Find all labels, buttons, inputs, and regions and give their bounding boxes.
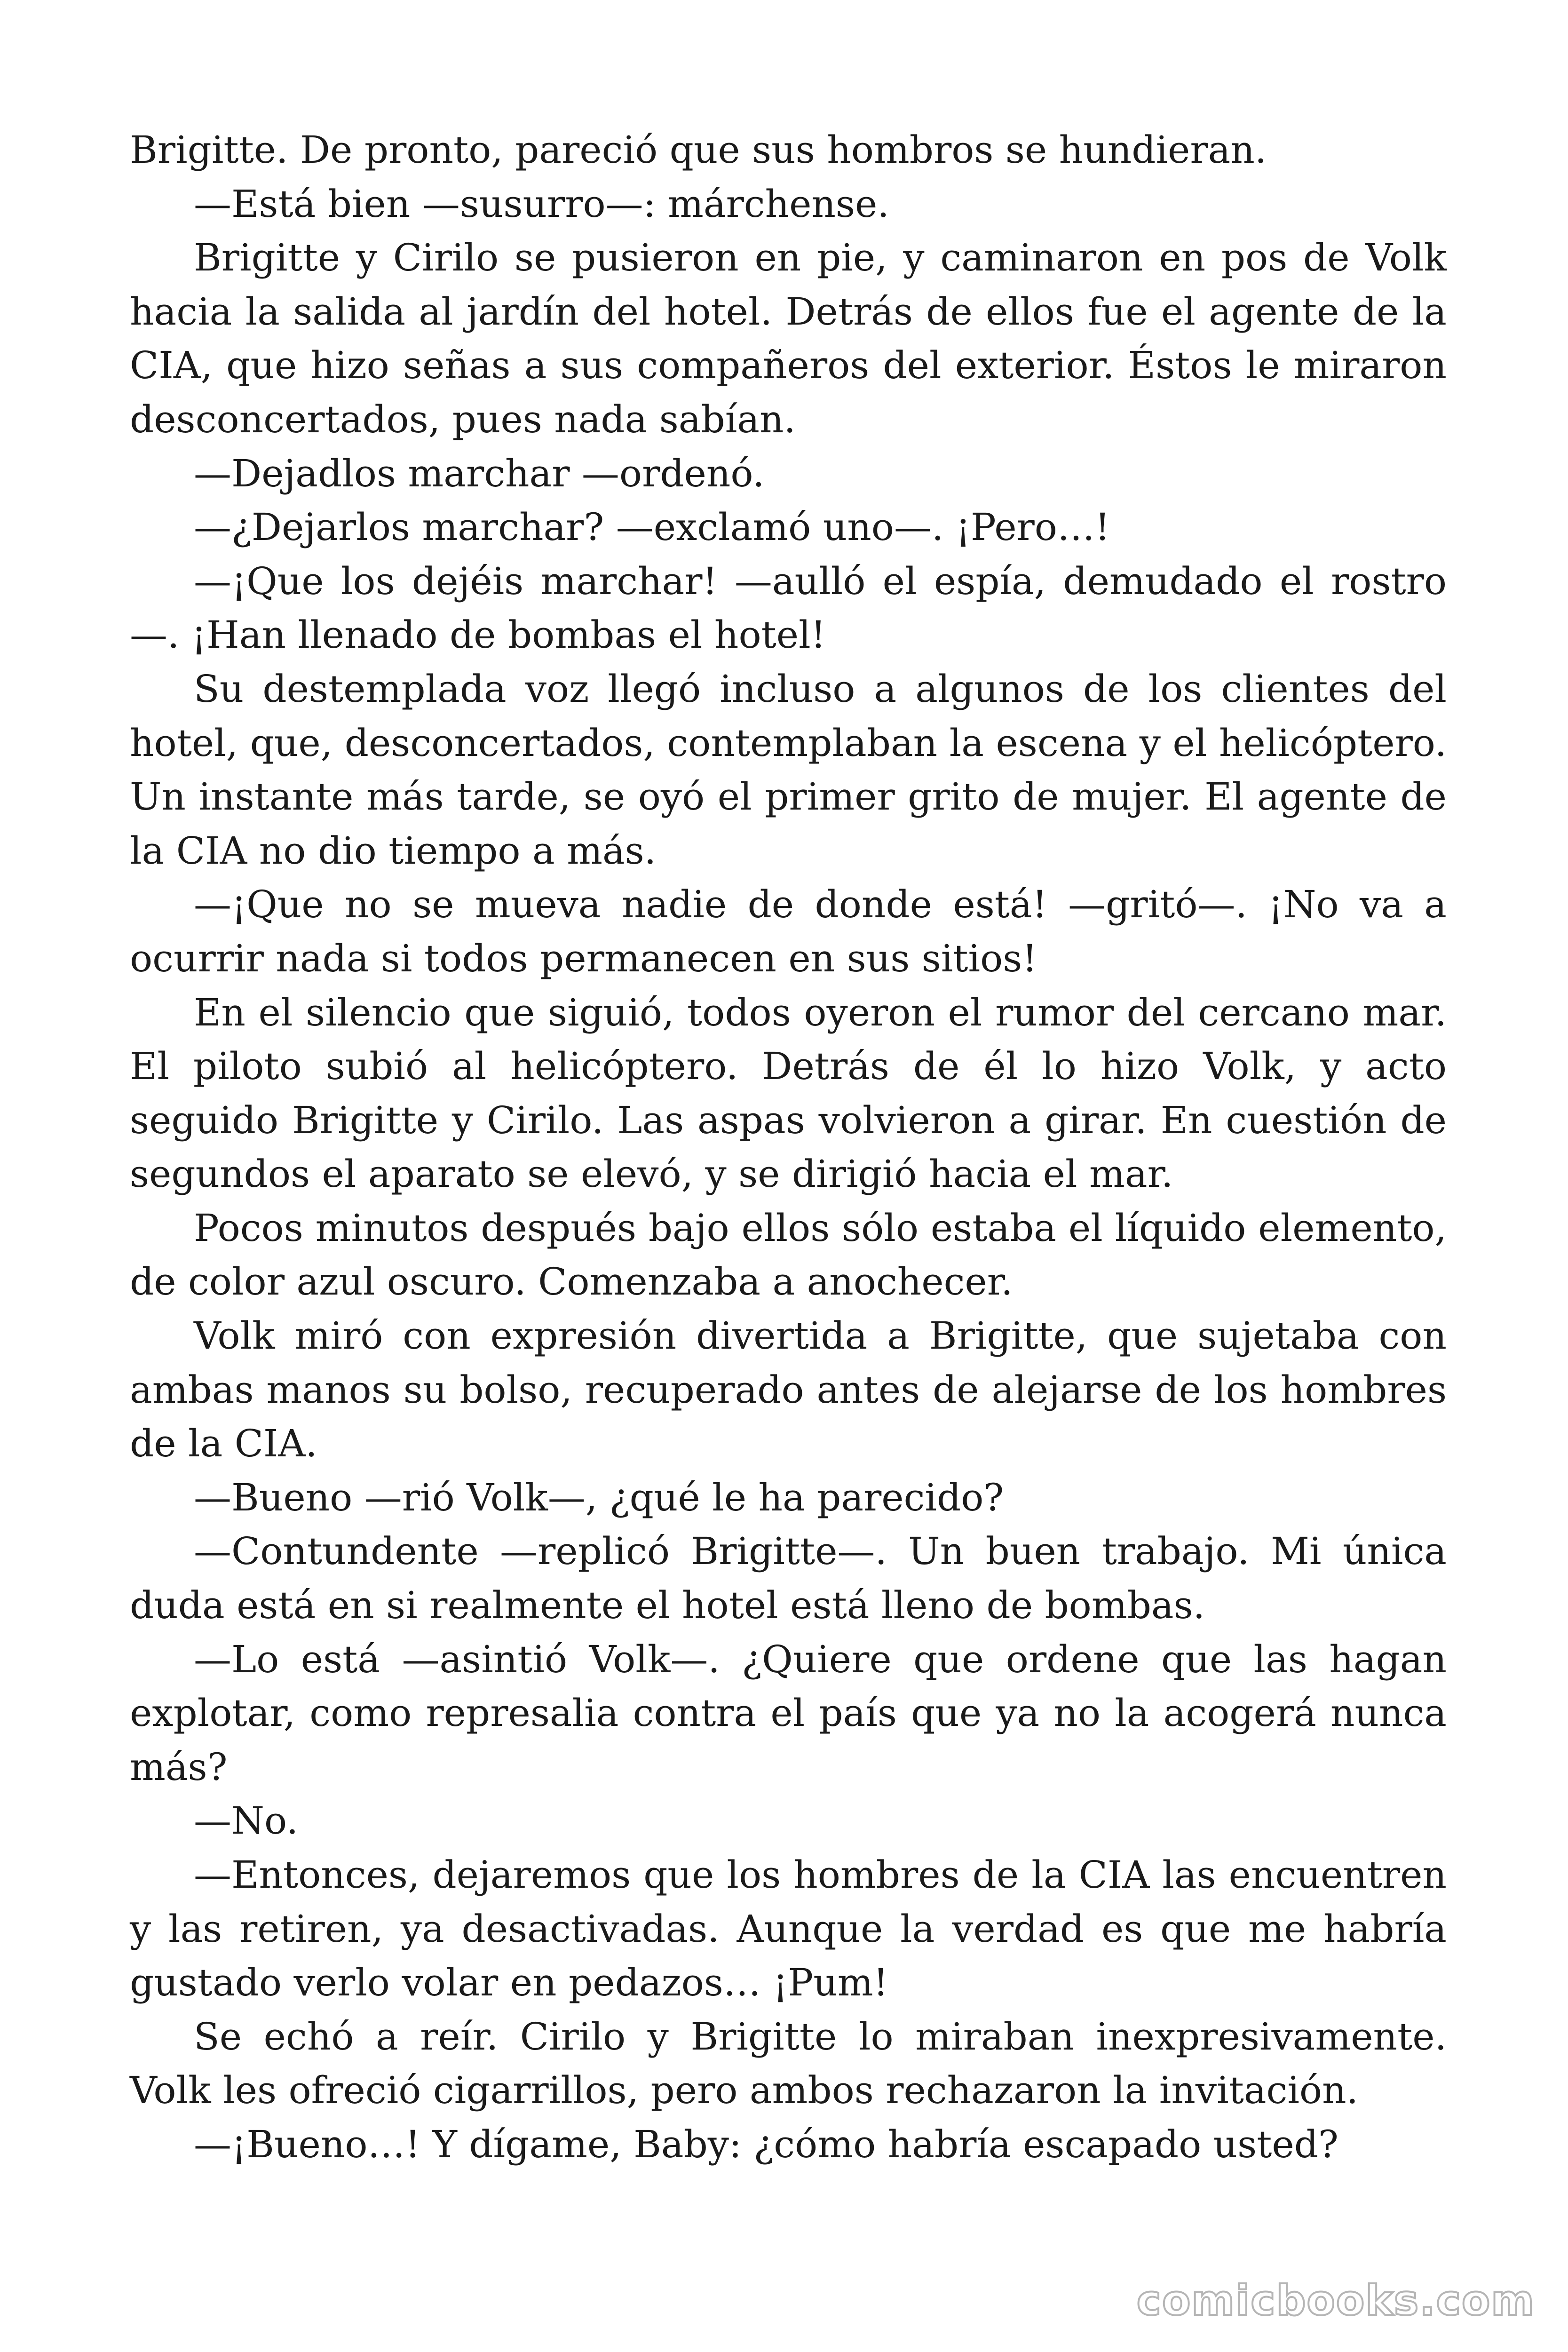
- paragraph-12: —Bueno —rió Volk—, ¿qué le ha parecido?: [194, 1475, 1004, 1519]
- paragraph-16: —Entonces, dejaremos que los hombres de la CIA las encuentren y las retiren, ya desactivadas. Aunque la verdad es que me habría gustado verlo volar en pedazos… ¡Pum!: [130, 1853, 1447, 2005]
- paragraph-7: Su destemplada voz llegó incluso a algunos de los clientes del hotel, que, desconcertados, contemplaban la escena y el helicóptero. Un instante más tarde, se oyó el primer grito de mujer. El agente de la CIA no dio tiempo a más.: [130, 667, 1447, 873]
- paragraph-5: —¿Dejarlos marchar? —exclamó uno—. ¡Pero…!: [194, 505, 1110, 549]
- paragraph-2: —Está bien —susurro—: márchense.: [194, 182, 889, 226]
- paragraph-11: Volk miró con expresión divertida a Brigitte, que sujetaba con ambas manos su bolso, recuperado antes de alejarse de los hombres de la CIA.: [130, 1314, 1447, 1466]
- paragraph-14: —Lo está —asintió Volk—. ¿Quiere que ordene que las hagan explotar, como represalia contra el país que ya no la acogerá nunca más?: [130, 1637, 1447, 1789]
- paragraph-9: En el silencio que siguió, todos oyeron el rumor del cercano mar. El piloto subió al helicóptero. Detrás de él lo hizo Volk, y acto seguido Brigitte y Cirilo. Las aspas volvieron a girar. En cuestión de segundos el aparato se elevó, y se dirigió hacia el mar.: [130, 990, 1447, 1196]
- paragraph-18: —¡Bueno…! Y dígame, Baby: ¿cómo habría escapado usted?: [194, 2122, 1338, 2166]
- body-text: [130, 123, 1447, 2172]
- paragraph-8: —¡Que no se mueva nadie de donde está! —gritó—. ¡No va a ocurrir nada si todos permanecen en sus sitios!: [130, 882, 1447, 980]
- paragraph-15: —No.: [194, 1799, 299, 1843]
- paragraph-17: Se echó a reír. Cirilo y Brigitte lo miraban inexpresivamente. Volk les ofreció cigarrillos, pero ambos rechazaron la invitación.: [130, 2014, 1447, 2113]
- paragraph-6: —¡Que los dejéis marchar! —aulló el espía, demudado el rostro —. ¡Han llenado de bombas el hotel!: [130, 559, 1447, 657]
- paragraph-13: —Contundente —replicó Brigitte—. Un buen trabajo. Mi única duda está en si realmente el hotel está lleno de bombas.: [130, 1529, 1447, 1628]
- paragraph-3: Brigitte y Cirilo se pusieron en pie, y caminaron en pos de Volk hacia la salida al jardín del hotel. Detrás de ellos fue el agente de la CIA, que hizo señas a sus compañeros del exterior. Éstos le miraron desconcertados, pues nada sabían.: [130, 236, 1447, 441]
- paragraph-4: —Dejadlos marchar —ordenó.: [194, 451, 765, 495]
- paragraph-1: Brigitte. De pronto, pareció que sus hombros se hundieran.: [130, 128, 1267, 172]
- watermark: comicbooks.com: [1136, 2276, 1535, 2325]
- paragraph-10: Pocos minutos después bajo ellos sólo estaba el líquido elemento, de color azul oscuro. Comenzaba a anochecer.: [130, 1206, 1447, 1304]
